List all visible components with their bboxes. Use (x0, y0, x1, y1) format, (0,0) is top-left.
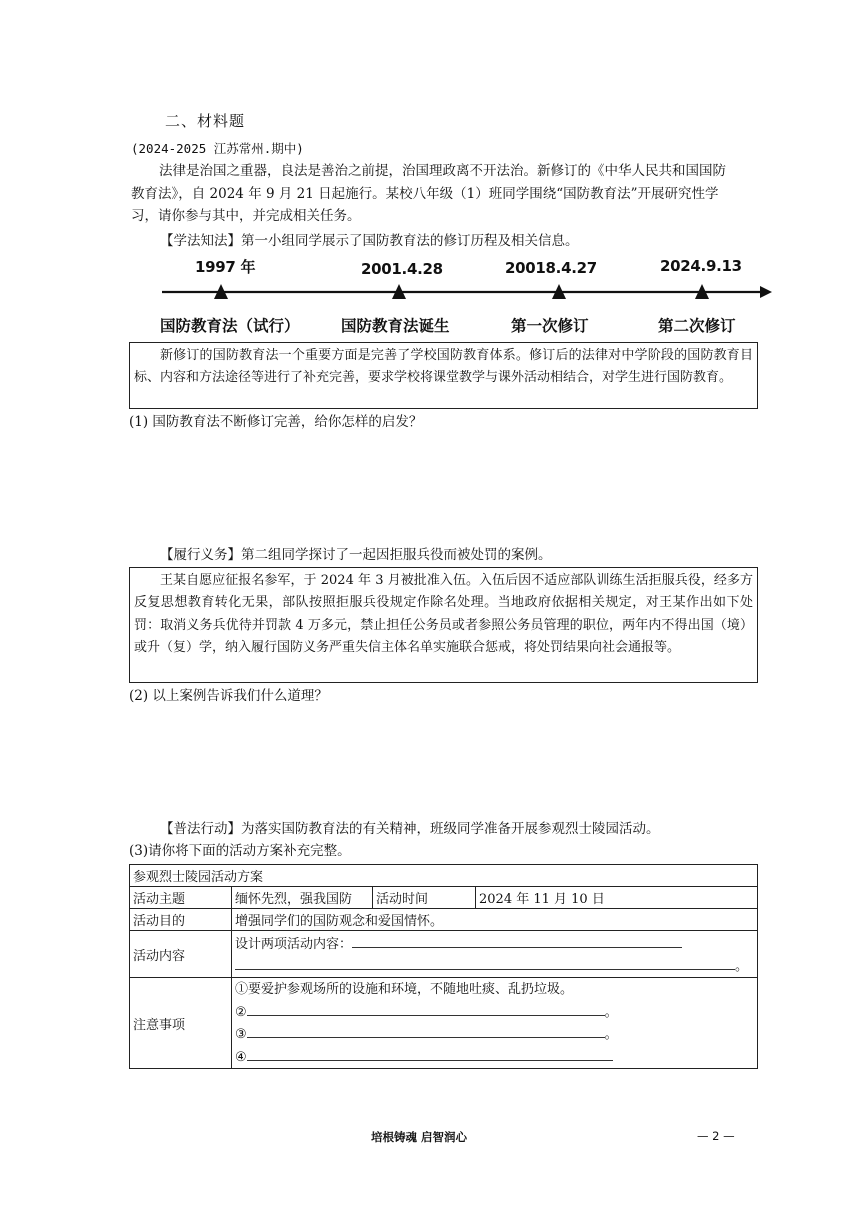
content-label: 活动内容 (130, 931, 232, 978)
note-number: ④ (235, 1049, 247, 1065)
timeline-date: 20018.4.27 (505, 259, 597, 277)
note-number: ③ (235, 1027, 247, 1042)
notes-cell (232, 978, 758, 1069)
note-number: ② (235, 1004, 247, 1020)
plan-title: 参观烈士陵园活动方案 (130, 865, 758, 887)
timeline-label: 国防教育法（试行） (160, 317, 300, 335)
timeline-date: 2024.9.13 (660, 257, 742, 275)
note-item-1: ①要爱护参观场所的设施和环境，不随地吐痰、乱扔垃圾。 (235, 982, 574, 997)
section-title: 二、材料题 (165, 112, 246, 130)
page-number: — 2 — (697, 1129, 735, 1143)
timeline-label: 第一次修订 (511, 317, 589, 335)
activity-plan-table (129, 864, 758, 1069)
answer-blank[interactable] (247, 1001, 605, 1016)
purpose-label: 活动目的 (130, 909, 232, 931)
content-prompt: 设计两项活动内容： (235, 937, 353, 952)
timeline-date: 1997 年 (195, 258, 256, 276)
content-cell (232, 931, 758, 978)
timeline-date: 2001.4.28 (361, 260, 443, 278)
question-source: (2024-2025 江苏常州.期中) (131, 141, 304, 156)
theme-label: 活动主题 (130, 887, 232, 909)
time-label: 活动时间 (373, 887, 476, 909)
answer-blank[interactable] (352, 933, 682, 948)
answer-blank[interactable] (247, 1023, 605, 1038)
notes-label: 注意事项 (130, 978, 232, 1069)
material-box-2: 王某自愿应征报名参军，于 2024 年 3 月被批准入伍。入伍后因不适应部队训练生活拒服兵役，经多方反复思想教育转化无果，部队按照拒服兵役规定作除名处理。当地政府依据相关规定，对王某作出如下处罚：取消义务兵优待并罚款 4 万多元，禁止担任公务员或者参照公务员管理的职位，两年内不得出国（境）或升（复）学，纳入履行国防义务严重失信主体名单实施联合惩戒，将处罚结果向社会通报等。 (129, 567, 758, 683)
timeline-label: 第二次修订 (658, 317, 736, 335)
intro-paragraph: 法律是治国之重器，良法是善治之前提，治国理政离不开法治。新修订的《中华人民共和国国防教育法》，自 2024 年 9 月 21 日起施行。某校八年级（1）班同学围绕“国防教育法”开展研究性学习，请你参与其中，并完成相关任务。 (131, 163, 726, 224)
revision-timeline (160, 254, 780, 336)
timeline-label: 国防教育法诞生 (341, 317, 450, 335)
purpose-value: 增强同学们的国防观念和爱国情怀。 (232, 909, 758, 931)
question-3: (3)请你将下面的活动方案补充完整。 (129, 843, 351, 859)
blank-end: 。 (735, 959, 749, 974)
time-value: 2024 年 11 月 10 日 (476, 887, 758, 909)
part2-heading: 【履行义务】第二组同学探讨了一起因拒服兵役而被处罚的案例。 (160, 547, 552, 563)
material-box-1: 新修订的国防教育法一个重要方面是完善了学校国防教育体系。修订后的法律对中学阶段的国防教育目标、内容和方法途径等进行了补充完善，要求学校将课堂教学与课外活动相结合，对学生进行国防教育。 (129, 342, 758, 409)
theme-value: 缅怀先烈，强我国防 (232, 887, 373, 909)
answer-blank[interactable] (235, 955, 735, 970)
blank-end: 。 (604, 1027, 618, 1042)
part1-heading: 【学法知法】第一小组同学展示了国防教育法的修订历程及相关信息。 (160, 233, 579, 249)
blank-end: 。 (604, 1004, 618, 1020)
footer-motto: 培根铸魂 启智润心 (371, 1130, 468, 1144)
question-2: (2) 以上案例告诉我们什么道理？ (129, 688, 328, 704)
answer-blank[interactable] (247, 1046, 613, 1061)
question-1: (1) 国防教育法不断修订完善，给你怎样的启发？ (129, 414, 423, 430)
part3-heading: 【普法行动】为落实国防教育法的有关精神，班级同学准备开展参观烈士陵园活动。 (160, 821, 660, 837)
